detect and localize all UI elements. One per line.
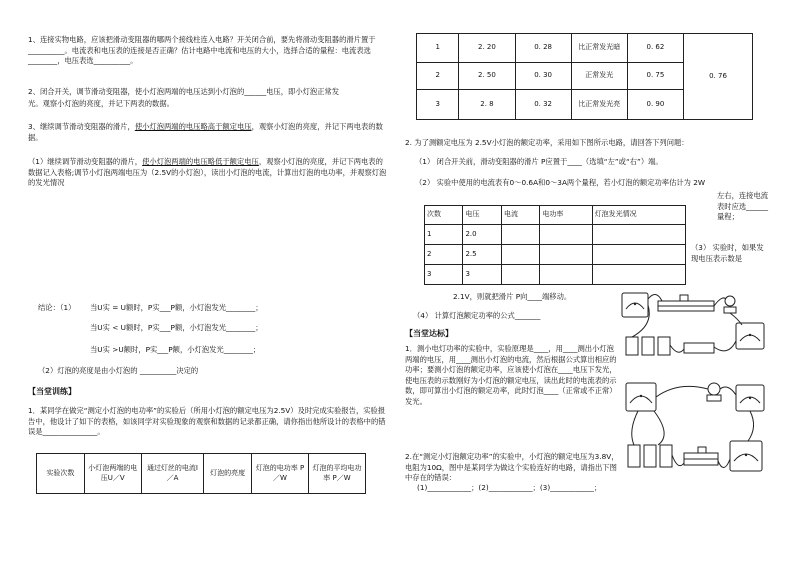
question-2-2: （2） 实验中使用的电流表有0～0.6A和0～3A两个量程，若小灯泡的额定功率估计为 2W (415, 178, 706, 187)
cell: 0. 28 (515, 34, 571, 63)
question-2-line1: 2、闭合开关，调节滑动变阻器，使小灯泡两端的电压达到小灯泡的______电压，即小灯泡正常发 (28, 87, 340, 96)
header-cell: 通过灯丝的电流I／A (141, 454, 203, 494)
question-2: 2. 为了测额定电压为 2.5V小灯泡的额定功率，采用如下图所示电路，请回答下列问题： (405, 138, 689, 147)
cell: 3 (417, 90, 459, 120)
header-cell: 电功率 (540, 206, 592, 225)
cell: 1 (425, 225, 463, 245)
table-row (425, 265, 686, 285)
conclusion-1: 当U实 = U额时，P实___P额，小灯泡发光________； (90, 303, 263, 312)
header-cell: 小灯泡两端的电压U／V (84, 454, 141, 494)
cell: 0. 75 (627, 63, 683, 90)
report-data-table (416, 33, 753, 120)
section-practice: 【当堂训练】 (28, 387, 76, 396)
cell: 比正常发光亮 (571, 90, 627, 120)
header-cell: 灯泡的平均电功率 P／W (308, 454, 365, 494)
report-table (36, 453, 366, 494)
cell: 比正常发光暗 (571, 34, 627, 63)
average-cell: 0. 76 (684, 34, 753, 120)
conclusion-4: （2）灯泡的亮度是由小灯泡的 __________决定的 (38, 366, 199, 375)
question-1: 1、连接实物电路，应该把滑动变阻器的哪两个接线柱连入电路？开关闭合前，要先将滑动变阻器的滑片置于__________。电流表和电压表的连接是否正确？估计电路中电流和电压的大小，选择合适的量程：电流表选________，电压表选__________。 (28, 35, 376, 66)
table-row (417, 34, 753, 63)
q4-text-post: ，观察小灯泡的亮度，并记下两电表的数据记入表格;调节小灯泡两端电压为（2.5V的小灯泡），读出小灯泡的电流，计算出灯泡的电功率，并观察灯泡的发光情况 (28, 157, 387, 188)
q3-underline: 使小灯泡两端的电压略高于额定电压 (134, 122, 252, 131)
cell: 0. 90 (627, 90, 683, 120)
q4-underline: 使小灯泡两端的电压略低于额定电压 (142, 157, 259, 166)
cell: 2. 50 (459, 63, 515, 90)
cell: 2.5 (463, 245, 502, 265)
mastery-2-blanks: (1)____________；(2)____________；(3)____________； (417, 483, 602, 492)
circuit-diagram-2 (618, 375, 768, 495)
header-cell: 次数 (425, 206, 463, 225)
question-2-after: 2.1V，则就把滑片 P向____端移动。 (453, 292, 572, 301)
header-cell: 灯泡发光情况 (592, 206, 685, 225)
table-row (425, 225, 686, 245)
header-cell: 电压 (463, 206, 502, 225)
cell: 2 (417, 63, 459, 90)
section-mastery: 【当堂达标】 (405, 329, 453, 338)
cell: 3 (463, 265, 502, 285)
question-2-line2: 光。观察小灯泡的亮度，并记下两表的数据。 (28, 99, 174, 108)
question-4 (28, 157, 390, 189)
q3-text: 3、继续调节滑动变阻器的滑片， (28, 122, 135, 131)
q3-text-post: ，观察小灯泡的亮度，并记下两电表的数据。 (28, 122, 383, 142)
cell: 0. 62 (627, 34, 683, 63)
mastery-2: 2.在“测定小灯泡额定功率”的实验中，小灯泡的额定电压为3.8V，电阻为10Ω，图中是某同学为做这个实验连好的电路，请指出下图中存在的错误： (405, 452, 619, 483)
training-1: 1．某同学在做完“测定小灯泡的电功率”的实验后（所用小灯泡的额定电压为2.5V）及时完成实验报告，实验报告中，他设计了如下的表格，如该同学对实验现象的观察和数据的记录都正确，请你指出他所设计的表格中的错误是_______________。 (28, 406, 386, 437)
question-2-4: （4） 计算灯泡额定功率的公式_______ (413, 311, 541, 320)
cell: 2.0 (463, 225, 502, 245)
header-cell: 电流 (501, 206, 539, 225)
header-cell: 灯泡的电功率 P／W (252, 454, 309, 494)
cell: 0. 30 (515, 63, 571, 90)
cell: 正常发光 (571, 63, 627, 90)
cell: 0. 32 (515, 90, 571, 120)
cell: 1 (417, 34, 459, 63)
mastery-1: 1．测小电灯功率的实验中，实验原理是____，用____测出小灯泡两端的电压，用____测出小灯泡的电流，然后根据公式算出相应的功率；要测小灯泡的额定功率，应该使小灯泡在____电压下发光，使电压表的示数刚好为小灯泡的额定电压，读出此时的电流表的示数，即可算出小灯泡的额定功率，此时灯泡____（正常或不正常）发光。 (405, 344, 617, 406)
table-row (425, 206, 686, 225)
conclusion-label: 结论：（1） (38, 303, 76, 312)
conclusion-3: 当U实 >U额时，P实___P额，小灯泡发光________； (90, 345, 261, 354)
header-cell: 实验次数 (37, 454, 85, 494)
cell: 2 (425, 245, 463, 265)
cell: 2. 8 (459, 90, 515, 120)
question-2-1: （1） 闭合开关前，滑动变阻器的滑片 P应置于____（选填“左”或“右”）端。 (415, 157, 663, 166)
conclusion-2: 当U实 < U额时，P实___P额，小灯泡发光________； (90, 323, 263, 332)
side-text-1: 左右，连接电流表时应选______量程； (717, 191, 769, 222)
cell: 2. 20 (459, 34, 515, 63)
side-text-2: （3） 实验时，如果发现电压表示数是 (691, 243, 764, 263)
circuit-diagram-1 (618, 285, 768, 365)
experiment-table (424, 205, 686, 285)
q4-text: （1）继续调节滑动变阻器的滑片， (28, 157, 143, 166)
cell: 3 (425, 265, 463, 285)
question-3 (28, 122, 390, 143)
table-row (425, 245, 686, 265)
header-cell: 灯泡的亮度 (204, 454, 252, 494)
